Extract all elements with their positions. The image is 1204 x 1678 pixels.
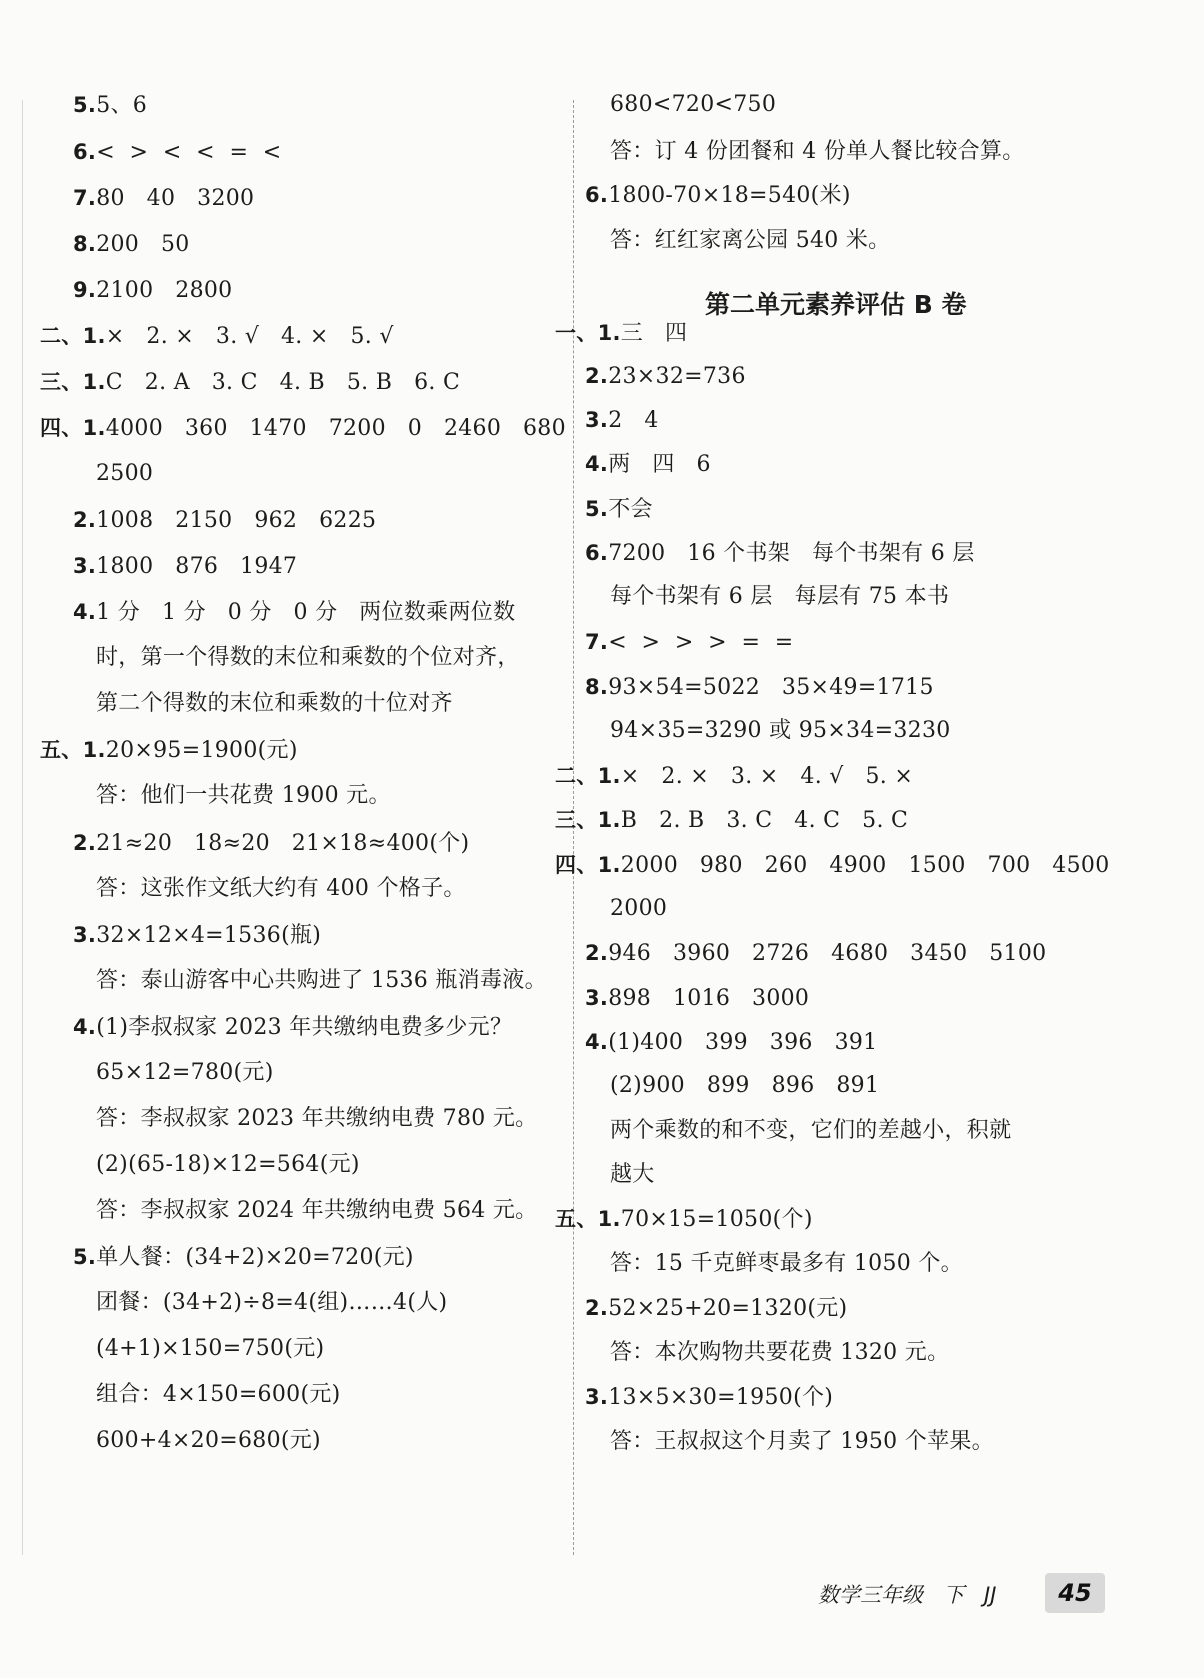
answer-line [585, 449, 711, 480]
answer-line [96, 1196, 537, 1226]
question-number: 五、1. [40, 738, 106, 762]
answer-line [610, 1116, 1011, 1146]
question-number: 5. [73, 93, 97, 117]
answer-text: 680<720<750 [610, 92, 777, 117]
question-number: 5. [585, 497, 609, 521]
answer-text: 23×32=736 [608, 364, 746, 389]
answer-line [40, 413, 566, 444]
answer-text: 946 3960 2726 4680 3450 5100 [608, 941, 1047, 966]
question-number: 4. [73, 600, 97, 624]
answer-line [610, 1427, 994, 1457]
answer-line [96, 1288, 447, 1318]
answer-text: < > > > = = [608, 630, 794, 655]
answer-text: 1800 876 1947 [96, 554, 298, 579]
question-number: 9. [73, 278, 97, 302]
answer-text: 21≈20 18≈20 21×18≈400(个) [96, 831, 470, 856]
answer-line [73, 1242, 414, 1273]
question-number: 4. [585, 1030, 609, 1054]
answer-line [40, 321, 394, 352]
answer-line [585, 494, 653, 525]
answer-line [610, 1249, 963, 1279]
answer-line [610, 226, 890, 256]
answer-line [585, 627, 794, 658]
question-number: 一、1. [555, 321, 621, 345]
answer-text: 600+4×20=680(元) [96, 1428, 321, 1453]
answer-text: B 2. B 3. C 4. C 5. C [620, 808, 909, 833]
answer-text: 两个乘数的和不变，它们的差越小，积就 [610, 1118, 1012, 1143]
question-number: 三、1. [555, 808, 621, 832]
answer-text: 7200 16 个书架 每个书架有 6 层 [608, 541, 975, 566]
answer-text: (1)400 399 396 391 [608, 1030, 878, 1055]
answer-line [610, 137, 1025, 167]
question-number: 7. [585, 630, 609, 654]
answer-text: 答：15 千克鲜枣最多有 1050 个。 [610, 1251, 963, 1276]
answer-line [96, 1058, 274, 1088]
page-number: 45 [1045, 1573, 1105, 1613]
answer-text: 第二个得数的末位和乘数的十位对齐 [96, 691, 453, 716]
answer-line [555, 850, 1110, 881]
answer-text: 2500 [96, 461, 154, 486]
answer-line [585, 538, 975, 569]
answer-text: 组合：4×150=600(元) [96, 1382, 341, 1407]
question-number: 四、1. [40, 416, 106, 440]
footer-subject: 数学三年级 下 JJ [818, 1583, 997, 1607]
answer-line [585, 180, 851, 211]
answer-line [96, 966, 547, 996]
question-number: 2. [73, 831, 97, 855]
answer-line [96, 459, 153, 489]
answer-line [585, 1382, 833, 1413]
answer-line [610, 1071, 879, 1101]
answer-text: 1008 2150 962 6225 [96, 508, 377, 533]
answer-text: 时，第一个得数的末位和乘数的个位对齐， [96, 645, 520, 670]
answer-text: 答：王叔叔这个月卖了 1950 个苹果。 [610, 1429, 994, 1454]
answer-line [73, 229, 190, 260]
answer-line [96, 1426, 321, 1456]
answer-text: 52×25+20=1320(元) [608, 1296, 848, 1321]
answer-line [73, 90, 147, 121]
question-number: 4. [73, 1015, 97, 1039]
answer-text: 200 50 [96, 232, 190, 257]
answer-line [585, 938, 1046, 969]
answer-text: 团餐：(34+2)÷8=4(组)……4(人) [96, 1290, 448, 1315]
section-title: 第二单元素养评估 B 卷 [705, 290, 967, 319]
answer-line [555, 761, 913, 792]
answer-line [610, 716, 951, 746]
answer-text: 答：订 4 份团餐和 4 份单人餐比较合算。 [610, 139, 1025, 164]
answer-text: × 2. × 3. √ 4. × 5. √ [105, 324, 394, 349]
answer-line [40, 735, 298, 766]
answer-text: 2100 2800 [96, 278, 233, 303]
answer-line [585, 405, 659, 436]
question-number: 7. [73, 186, 97, 210]
answer-text: 三 四 [620, 321, 688, 346]
answer-line [585, 672, 934, 703]
question-number: 2. [585, 941, 609, 965]
answer-line [40, 367, 460, 398]
answer-line [96, 781, 391, 811]
answer-line [610, 894, 667, 924]
answer-text: 答：这张作文纸大约有 400 个格子。 [96, 876, 466, 901]
answer-text: 答：他们一共花费 1900 元。 [96, 783, 391, 808]
question-number: 2. [585, 1296, 609, 1320]
answer-text: 2000 980 260 4900 1500 700 4500 [620, 853, 1110, 878]
answer-text: 不会 [608, 497, 653, 522]
answer-line [73, 505, 376, 536]
answer-line [585, 983, 809, 1014]
answer-line [555, 1204, 813, 1235]
answer-line [73, 275, 232, 306]
answer-text: 单人餐：(34+2)×20=720(元) [96, 1245, 414, 1270]
answer-line [585, 361, 746, 392]
answer-text: 答：红红家离公园 540 米。 [610, 228, 891, 253]
answer-text: 两 四 6 [608, 452, 711, 477]
answer-text: 20×95=1900(元) [105, 738, 298, 763]
question-number: 五、1. [555, 1207, 621, 1231]
answer-text: 32×12×4=1536(瓶) [96, 923, 322, 948]
answer-text: 65×12=780(元) [96, 1060, 274, 1085]
answer-text: (2)900 899 896 891 [610, 1073, 880, 1098]
page-margin-rule [22, 100, 23, 1555]
answer-text: 898 1016 3000 [608, 986, 810, 1011]
answer-text: × 2. × 3. × 4. √ 5. × [620, 764, 914, 789]
answer-line [585, 1027, 877, 1058]
answer-text: < > < < = < [96, 140, 282, 165]
question-number: 6. [73, 140, 97, 164]
question-number: 6. [585, 541, 609, 565]
answer-line [73, 1012, 512, 1043]
answer-line [73, 828, 469, 859]
answer-text: 答：李叔叔家 2024 年共缴纳电费 564 元。 [96, 1198, 538, 1223]
answer-text: 70×15=1050(个) [620, 1207, 813, 1232]
answer-text: 1800-70×18=540(米) [608, 183, 851, 208]
answer-line [610, 90, 776, 120]
question-number: 6. [585, 183, 609, 207]
answer-line [96, 643, 520, 673]
answer-text: 答：泰山游客中心共购进了 1536 瓶消毒液。 [96, 968, 547, 993]
answer-text: 越大 [610, 1162, 655, 1187]
answer-line [555, 805, 908, 836]
question-number: 3. [73, 923, 97, 947]
answer-line [610, 1338, 949, 1368]
answer-line [96, 1150, 360, 1180]
answer-text: 每个书架有 6 层 每层有 75 本书 [610, 584, 950, 609]
answer-line [73, 137, 282, 168]
answer-text: 2 4 [608, 408, 659, 433]
answer-line [96, 874, 466, 904]
answer-line [73, 551, 297, 582]
question-number: 2. [73, 508, 97, 532]
question-number: 二、1. [555, 764, 621, 788]
answer-text: (1)李叔叔家 2023 年共缴纳电费多少元？ [96, 1015, 513, 1040]
answer-line [610, 582, 949, 612]
answer-line [96, 1334, 324, 1364]
answer-line [96, 1380, 341, 1410]
answer-line [96, 689, 453, 719]
answer-line [73, 183, 254, 214]
answer-text: 2000 [610, 896, 668, 921]
question-number: 2. [585, 364, 609, 388]
answer-text: (4+1)×150=750(元) [96, 1336, 325, 1361]
question-number: 4. [585, 452, 609, 476]
question-number: 3. [585, 1385, 609, 1409]
answer-text: 答：本次购物共要花费 1320 元。 [610, 1340, 950, 1365]
answer-text: 93×54=5022 35×49=1715 [608, 675, 934, 700]
question-number: 3. [585, 986, 609, 1010]
answer-text: 答：李叔叔家 2023 年共缴纳电费 780 元。 [96, 1106, 538, 1131]
answer-text: C 2. A 3. C 4. B 5. B 6. C [105, 370, 461, 395]
question-number: 8. [73, 232, 97, 256]
question-number: 三、1. [40, 370, 106, 394]
answer-line [555, 318, 687, 349]
question-number: 四、1. [555, 853, 621, 877]
answer-text: 5、6 [96, 93, 148, 118]
answer-line [96, 1104, 537, 1134]
answer-text: 4000 360 1470 7200 0 2460 680 [105, 416, 566, 441]
answer-line [73, 597, 515, 628]
answer-line [585, 1293, 847, 1324]
question-number: 3. [585, 408, 609, 432]
answer-line [73, 920, 321, 951]
answer-text: 94×35=3290 或 95×34=3230 [610, 718, 951, 743]
question-number: 5. [73, 1245, 97, 1269]
answer-text: 1 分 1 分 0 分 0 分 两位数乘两位数 [96, 600, 516, 625]
answer-text: (2)(65-18)×12=564(元) [96, 1152, 360, 1177]
question-number: 二、1. [40, 324, 106, 348]
question-number: 8. [585, 675, 609, 699]
answer-text: 80 40 3200 [96, 186, 255, 211]
answer-line [610, 1160, 655, 1190]
question-number: 3. [73, 554, 97, 578]
answer-text: 13×5×30=1950(个) [608, 1385, 834, 1410]
